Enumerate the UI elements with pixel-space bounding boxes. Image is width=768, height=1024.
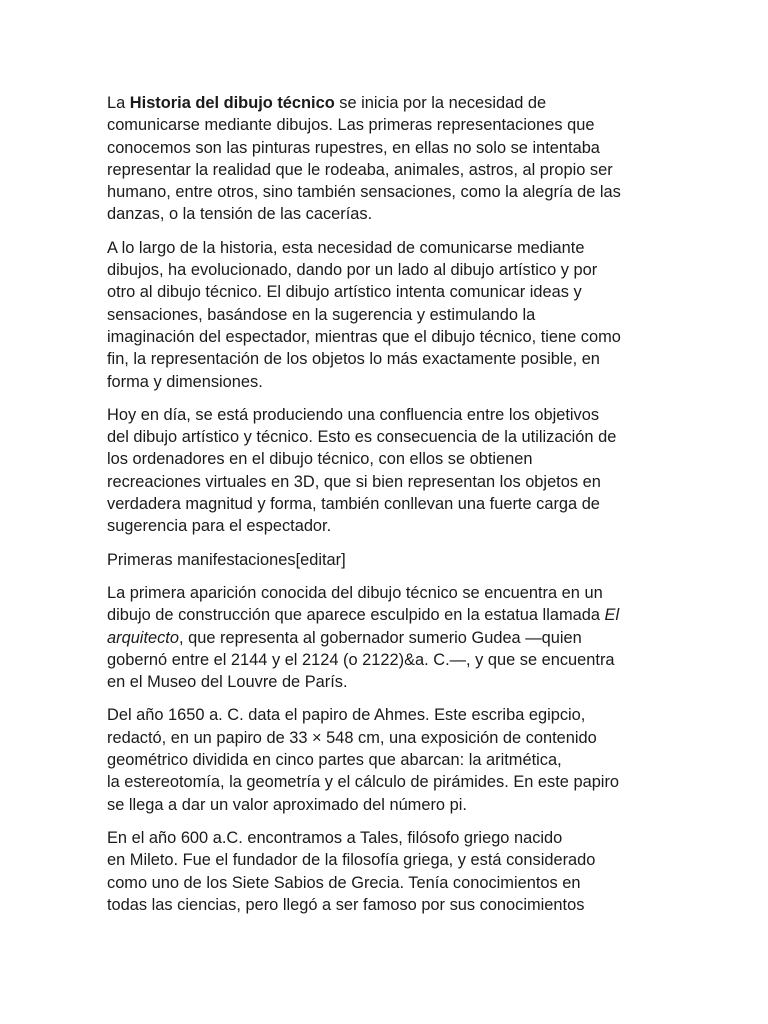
text-line [107,794,667,816]
text-line [107,281,667,303]
bold-term: Historia del dibujo técnico [129,94,335,112]
text-run: otro al dibujo técnico. El dibujo artístico intenta comunicar ideas y [107,283,582,302]
text-run: en el Museo del Louvre de París. [107,673,348,692]
text-line [107,671,667,693]
text-line [107,515,667,537]
text-line [107,627,667,649]
text-line [107,582,667,604]
text-line [107,203,667,225]
text-run: Hoy en día, se está produciendo una confluencia entre los objetivos [107,405,600,424]
text-run: representar la realidad que le rodeaba, animales, astros, al propio ser [107,160,613,179]
text-run: Primeras manifestaciones[editar] [107,550,346,569]
text-run: en Mileto. Fue el fundador de la filosofía griega, y está considerado [107,851,596,870]
text-run: La primera aparición conocida del dibujo técnico se encuentra en un [107,583,603,602]
text-line [107,159,667,181]
text-run: los ordenadores en el dibujo técnico, con ellos se obtienen [107,450,533,469]
text-run: todas las ciencias, pero llegó a ser famoso por sus conocimientos [107,895,585,914]
text-run: verdadera magnitud y forma, también conllevan una fuerte carga de [107,495,600,514]
text-run: La [107,94,130,112]
text-line [107,92,667,114]
text-run: redactó, en un papiro de 33 × 548 cm, una exposición de contenido [107,728,597,747]
text-run: forma y dimensiones. [107,372,263,391]
text-line [107,749,667,771]
text-line [107,604,667,626]
text-run: conocemos son las pinturas rupestres, en ellas no solo se intentaba [107,138,600,157]
text-line [107,649,667,671]
text-run: En el año 600 a.C. encontramos a Tales, filósofo griego nacido [107,828,563,847]
text-line [107,872,667,894]
text-line [107,348,667,370]
paragraph [107,827,667,916]
text-line [107,448,667,470]
text-line [107,304,667,326]
text-run: dibujos, ha evolucionado, dando por un lado al dibujo artístico y por [107,261,598,280]
text-run: recreaciones virtuales en 3D, que si bien representan los objetos en [107,472,601,491]
text-run: humano, entre otros, sino también sensaciones, como la alegría de las [107,183,621,202]
text-line [107,426,667,448]
text-line [107,704,667,726]
text-run: imaginación del espectador, mientras que el dibujo técnico, tiene como [107,327,621,346]
text-line [107,404,667,426]
paragraph [107,237,667,393]
text-line [107,549,667,571]
text-line [107,114,667,136]
text-line [107,471,667,493]
paragraph [107,582,667,693]
text-line [107,849,667,871]
text-line [107,326,667,348]
italic-title: El [604,606,620,625]
text-run: la estereotomía, la geometría y el cálculo de pirámides. En este papiro [107,773,620,792]
text-line [107,371,667,393]
text-line [107,137,667,159]
italic-title: arquitecto [107,628,179,647]
document-page [107,92,667,927]
text-run: Del año 1650 a. C. data el papiro de Ahmes. Este escriba egipcio, [107,706,586,725]
text-run: gobernó entre el 2144 y el 2124 (o 2122)&a. C.—, y que se encuentra [107,650,615,669]
text-line [107,727,667,749]
text-run: se llega a dar un valor aproximado del número pi. [107,795,467,814]
text-line [107,894,667,916]
text-run: fin, la representación de los objetos lo más exactamente posible, en [107,350,600,369]
paragraph [107,92,667,226]
paragraph [107,404,667,538]
text-run: danzas, o la tensión de las cacerías. [107,205,373,224]
text-run: A lo largo de la historia, esta necesidad de comunicarse mediante [107,238,585,257]
text-line [107,237,667,259]
paragraph [107,704,667,815]
text-run: comunicarse mediante dibujos. Las primeras representaciones que [107,116,595,135]
text-run: geométrico dividida en cinco partes que abarcan: la aritmética, [107,751,562,770]
text-run: , que representa al gobernador sumerio Gudea —quien [178,628,582,647]
text-run: sensaciones, basándose en la sugerencia y estimulando la [107,305,536,324]
text-line [107,259,667,281]
text-run: dibujo de construcción que aparece esculpido en la estatua llamada [107,606,605,625]
text-run: se inicia por la necesidad de [334,94,547,112]
text-run: sugerencia para el espectador. [107,517,332,536]
text-run: como uno de los Siete Sabios de Grecia. Tenía conocimientos en [107,873,581,892]
text-line [107,827,667,849]
section-heading [107,549,667,571]
text-line [107,181,667,203]
text-line [107,771,667,793]
text-line [107,493,667,515]
text-run: del dibujo artístico y técnico. Esto es consecuencia de la utilización de [107,428,617,447]
